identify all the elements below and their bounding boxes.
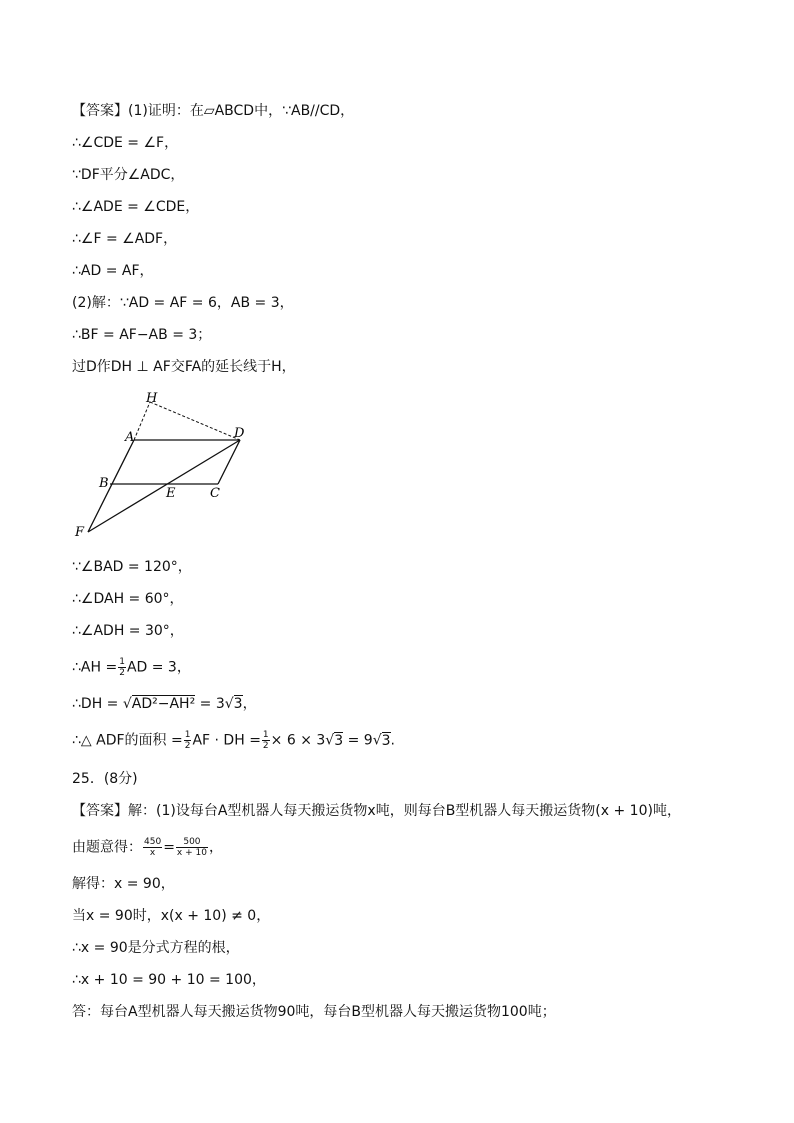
answer-line-10: ∵∠BAD = 120°，: [72, 559, 192, 575]
label-b: B: [99, 476, 109, 491]
line15-mid1: AF · DH =: [192, 732, 261, 749]
answer-line-17: 【答案】解：(1)设每台A型机器人每天搬运货物x吨，则每台B型机器人每天搬运货物(x + 10)吨，: [72, 803, 681, 819]
label-e: E: [166, 486, 176, 501]
answer-line-7: (2)解：∵AD = AF = 6，AB = 3，: [72, 295, 294, 311]
segment-ah-dashed: [134, 402, 150, 440]
line15-pre: ∴△ ADF的面积 =: [72, 732, 183, 749]
fraction-half-2: $\frac{1}{2}$: [262, 730, 269, 751]
fraction-half: $\frac{1}{2}$: [119, 657, 125, 678]
sqrt-symbol: √: [325, 732, 335, 749]
radicand-3a: 3: [334, 732, 344, 749]
segment-hd-dashed: [150, 402, 240, 440]
answer-line-13: [72, 657, 191, 678]
radicand-dh: AD²−AH²: [131, 696, 196, 712]
parallelogram-figure: [70, 385, 270, 545]
line14-mid: = 3: [195, 696, 225, 712]
sqrt-symbol: √: [372, 732, 382, 749]
answer-line-23: 答：每台A型机器人每天搬运货物90吨，每台B型机器人每天搬运货物100吨；: [72, 1004, 556, 1020]
label-f: F: [75, 525, 85, 540]
line14-pre: ∴DH =: [72, 696, 123, 712]
fraction-500-x10: $\frac{500}{x + 10}$: [176, 837, 207, 858]
fraction-half-1: $\frac{1}{2}$: [184, 730, 191, 751]
label-a: A: [125, 430, 135, 445]
line15-mid3: = 9: [343, 732, 373, 749]
label-c: C: [210, 486, 220, 501]
answer-line-3: ∵DF平分∠ADC，: [72, 167, 185, 183]
line13-post: AD = 3，: [126, 659, 191, 676]
answer-line-8: ∴BF = AF−AB = 3；: [72, 327, 212, 343]
line18-post: ，: [208, 839, 223, 856]
answer-line-18: [72, 837, 223, 858]
fraction-450-x: $\frac{450}{x}$: [144, 837, 162, 858]
label-h: H: [146, 391, 158, 406]
answer-line-15: [72, 730, 395, 751]
answer-line-1: 【答案】(1)证明：在▱ABCD中，∵AB//CD，: [72, 103, 355, 119]
answer-line-21: ∴x = 90是分式方程的根，: [72, 940, 240, 956]
answer-line-6: ∴AD = AF，: [72, 263, 154, 279]
answer-line-12: ∴∠ADH = 30°，: [72, 623, 184, 639]
radicand-3b: 3: [381, 732, 391, 749]
line14-post: ，: [242, 696, 257, 712]
question-25-heading: 25．(8分): [72, 771, 138, 787]
line13-pre: ∴AH =: [72, 659, 118, 676]
answer-line-2: ∴∠CDE = ∠F，: [72, 135, 179, 151]
sqrt-symbol: √: [122, 696, 132, 712]
label-d: D: [234, 426, 245, 441]
answer-line-22: ∴x + 10 = 90 + 10 = 100，: [72, 972, 266, 988]
answer-line-14: [72, 694, 257, 714]
line15-mid2: × 6 × 3: [270, 732, 326, 749]
line15-post: .: [390, 732, 395, 749]
line18-eq: =: [163, 839, 175, 856]
answer-line-5: ∴∠F = ∠ADF，: [72, 231, 178, 247]
line18-pre: 由题意得：: [72, 839, 142, 856]
answer-line-19: 解得：x = 90，: [72, 876, 175, 892]
answer-line-11: ∴∠DAH = 60°，: [72, 591, 184, 607]
sqrt-symbol: √: [224, 696, 234, 712]
answer-line-20: 当x = 90时，x(x + 10) ≠ 0，: [72, 908, 271, 924]
radicand-3: 3: [233, 696, 243, 712]
answer-line-4: ∴∠ADE = ∠CDE，: [72, 199, 200, 215]
answer-line-9: 过D作DH ⊥ AF交FA的延长线于H，: [72, 359, 296, 375]
